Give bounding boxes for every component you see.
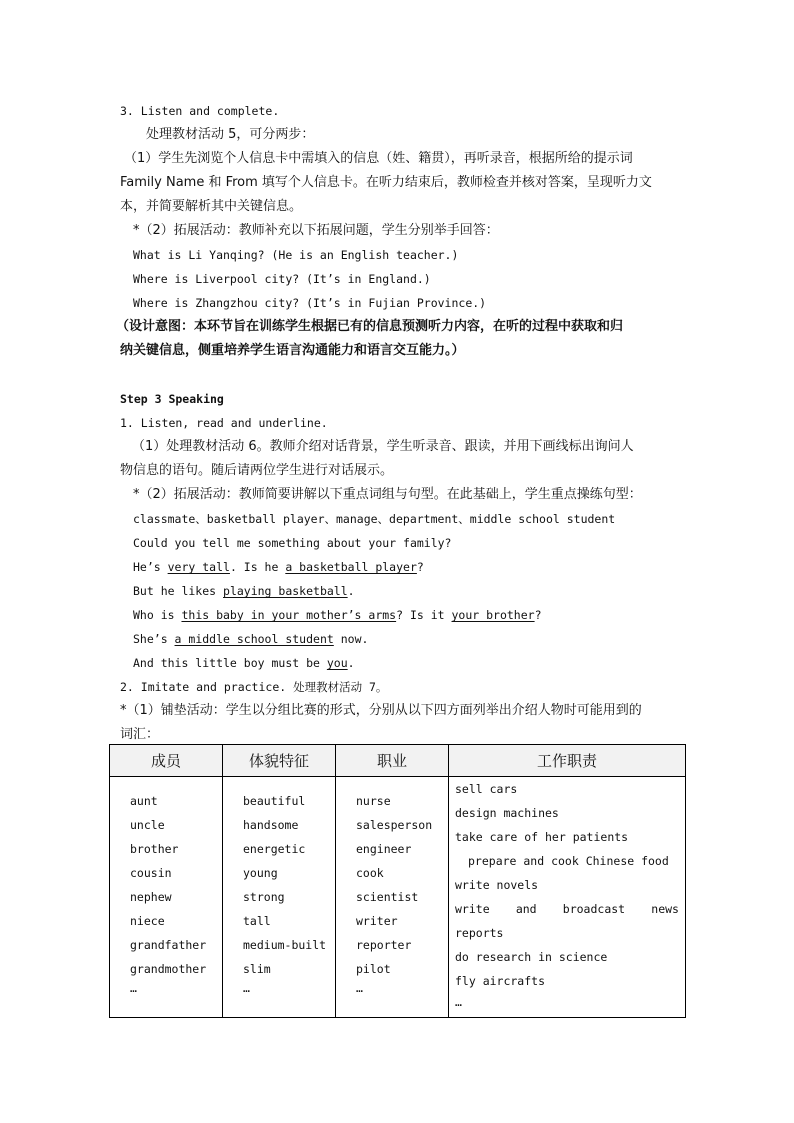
list-item: sell cars (455, 782, 518, 796)
underlined-phrase: very tall (167, 560, 230, 574)
design-intent-line1: （设计意图：本环节旨在训练学生根据已有的信息预测听力内容，在听的过程中获取和归 (116, 319, 624, 334)
list-item: cook (356, 866, 384, 880)
duties-cell (449, 777, 686, 1018)
list-item: take care of her patients (455, 830, 629, 844)
appearance-cell (223, 777, 336, 1018)
item3-heading: 3. Listen and complete. (120, 104, 280, 118)
header-members: 成员 (110, 745, 223, 777)
list-item: design machines (455, 806, 559, 820)
list-item: pilot (356, 962, 391, 976)
list-item: uncle (130, 818, 165, 832)
list-item: medium-built (243, 938, 327, 952)
members-cell (110, 777, 223, 1018)
sentence-4: Who is this baby in your mother’s arms? Is it your brother? (133, 608, 542, 622)
table-row (110, 777, 686, 1018)
list-item: write novels (455, 878, 539, 892)
jobs-cell (336, 777, 449, 1018)
phrase-list: classmate、basketball player、manage、department、middle school student (133, 512, 616, 526)
list-item: brother (130, 842, 179, 856)
vocabulary-table (109, 744, 686, 1018)
list-item: grandfather (130, 938, 207, 952)
step3-item1-heading: 1. Listen, read and underline. (120, 416, 328, 430)
list-item: … (455, 995, 462, 1009)
list-item: scientist (356, 890, 419, 904)
list-item: slim (243, 962, 271, 976)
design-intent-line2: 纳关键信息，侧重培养学生语言沟通能力和语言交互能力。） (120, 343, 465, 358)
list-item: salesperson (356, 818, 433, 832)
list-item: … (356, 981, 363, 995)
sentence-6: And this little boy must be you. (133, 656, 355, 670)
item3-p1-line3: 本，并简要解析其中关键信息。 (120, 199, 303, 214)
list-item: tall (243, 914, 271, 928)
underlined-phrase: your brother (451, 608, 535, 622)
header-duties: 工作职责 (449, 745, 686, 777)
list-item: … (130, 981, 137, 995)
list-item: prepare and cook Chinese food (468, 854, 669, 868)
qa-line: What is Li Yanqing? (He is an English teacher.) (133, 248, 459, 262)
underlined-phrase: a basketball player (285, 560, 417, 574)
list-item: strong (243, 890, 285, 904)
list-item: aunt (130, 794, 158, 808)
list-item: nurse (356, 794, 391, 808)
list-item: reports (455, 926, 504, 940)
underlined-phrase: this baby in your mother’s arms (181, 608, 397, 622)
sentence-5: She’s a middle school student now. (133, 632, 369, 646)
underlined-phrase: a middle school student (174, 632, 334, 646)
list-item: fly aircrafts (455, 974, 546, 988)
list-item: beautiful (243, 794, 306, 808)
list-item: cousin (130, 866, 172, 880)
step3-p1-line2: 物信息的语句。随后请两位学生进行对话展示。 (120, 463, 394, 478)
step3-p2: *（2）拓展活动：教师简要讲解以下重点词组与句型。在此基础上，学生重点操练句型： (133, 487, 642, 502)
header-appearance: 体貌特征 (223, 745, 336, 777)
sentence-1: Could you tell me something about your family? (133, 536, 452, 550)
list-item: engineer (356, 842, 412, 856)
sentence-3: But he likes playing basketball. (133, 584, 355, 598)
list-item: reporter (356, 938, 412, 952)
item3-p2: *（2）拓展活动：教师补充以下拓展问题，学生分别举手回答： (133, 223, 499, 238)
list-item: young (243, 866, 278, 880)
list-item: do research in science (455, 950, 608, 964)
list-item: writer (356, 914, 398, 928)
step3-p1-line1: （1）处理教材活动 6。教师介绍对话背景，学生听录音、跟读，并用下画线标出询问人 (132, 439, 634, 454)
list-item: energetic (243, 842, 306, 856)
step3-item2-p1-line1: *（1）铺垫活动：学生以分组比赛的形式，分别从以下四方面列举出介绍人物时可能用到的 (120, 703, 642, 718)
list-item: niece (130, 914, 165, 928)
item3-p1-line1: （1）学生先浏览个人信息卡中需填入的信息（姓、籍贯），再听录音，根据所给的提示词 (124, 151, 633, 166)
header-jobs: 职业 (336, 745, 449, 777)
underlined-phrase: you (326, 656, 348, 670)
table-header-row (110, 745, 686, 777)
item3-p1-line2: Family Name 和 From 填写个人信息卡。在听力结束后，教师检查并核对答案，呈现听力文 (120, 175, 652, 190)
step3-item2-p1-line2: 词汇： (120, 727, 160, 742)
underlined-phrase: playing basketball (223, 584, 348, 598)
qa-line: Where is Zhangzhou city? (It’s in Fujian Province.) (133, 296, 487, 310)
list-item: … (243, 981, 250, 995)
step3-heading: Step 3 Speaking (120, 392, 224, 406)
list-item-justified: write and broadcast news (455, 902, 679, 916)
sentence-2: He’s very tall. Is he a basketball player? (133, 560, 424, 574)
list-item: nephew (130, 890, 172, 904)
step3-item2-heading: 2. Imitate and practice. 处理教材活动 7。 (120, 680, 388, 694)
qa-line: Where is Liverpool city? (It’s in England.) (133, 272, 431, 286)
list-item: grandmother (130, 962, 207, 976)
item3-intro: 处理教材活动 5，可分两步： (146, 127, 315, 142)
list-item: handsome (243, 818, 299, 832)
